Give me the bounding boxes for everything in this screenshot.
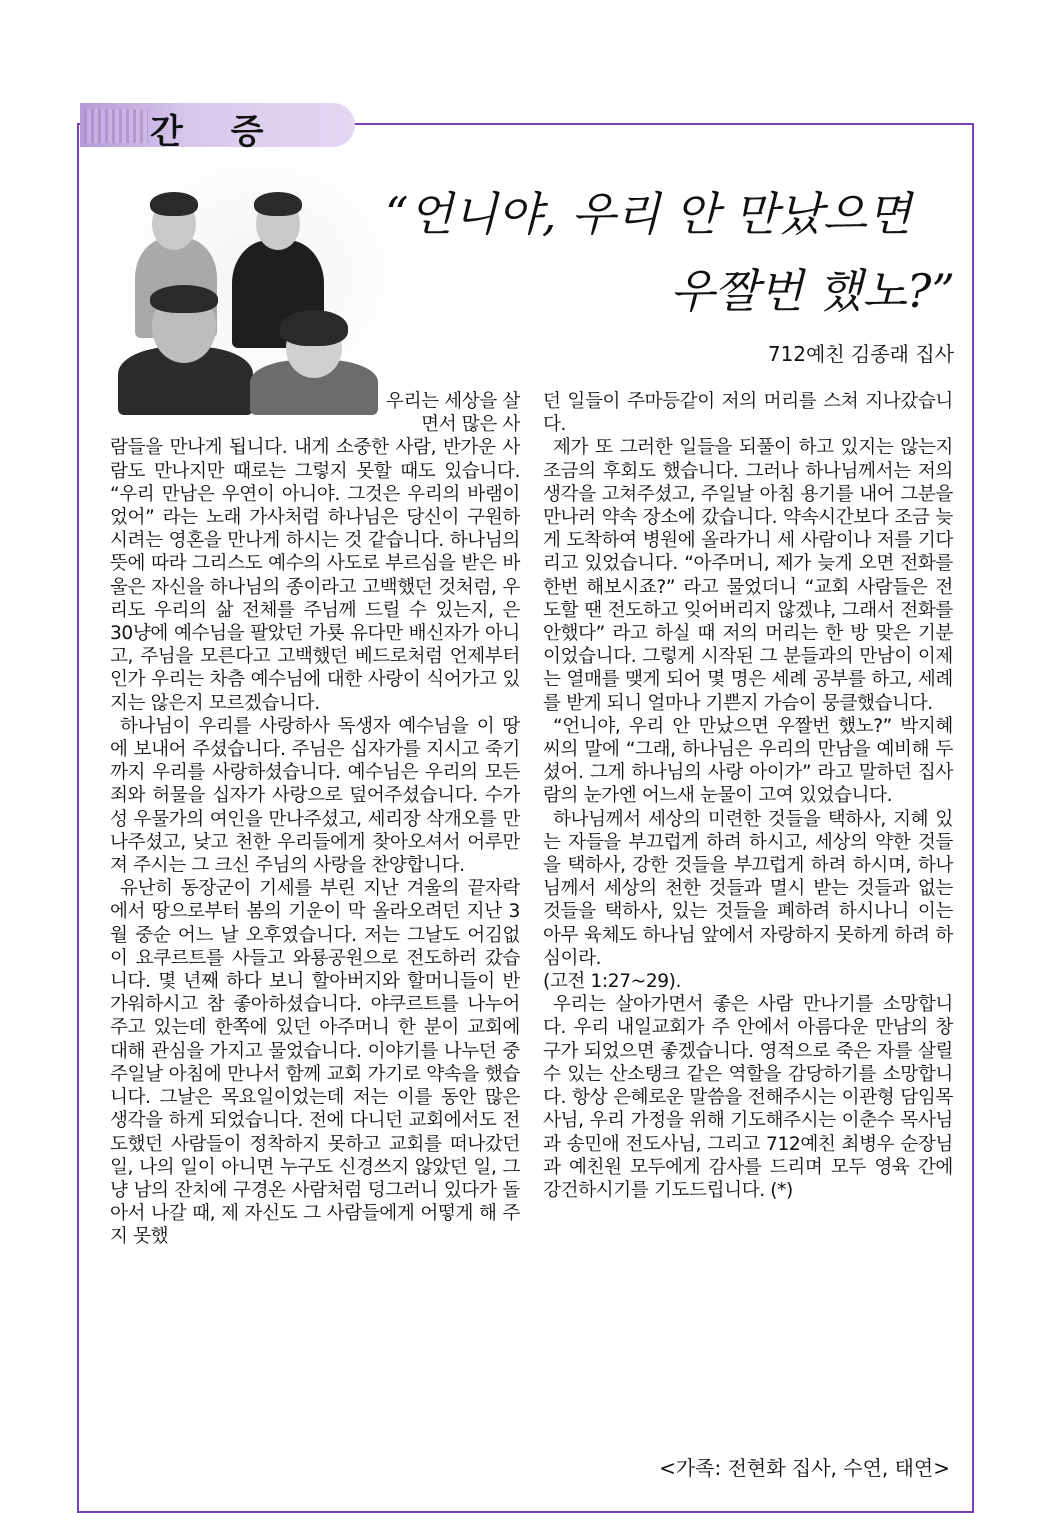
tab-decoration bbox=[84, 109, 148, 143]
paragraph: 람들을 만나게 됩니다. 내게 소중한 사람, 반가운 사람도 만나지만 때로는 그렇지 못할 때도 있습니다. “우리 만남은 우연이 아니야. 그것은 우리의 바램이었어” 라는 노래 가사처럼 하나님은 당신이 구원하시려는 영혼을 만나게 하시는 것 같습니다. 하나님의 뜻에 따라 그리스도 예수의 사도로 부르심을 받은 바울은 자신을 하나님의 종이라고 고백했던 것처럼, 우리도 우리의 삶 전체를 주님께 드릴 수 있는지, 은 30냥에 예수님을 팔았던 가룟 유다만 배신자가 아니고, 주님을 모른다고 고백했던 베드로처럼 언제부터인가 우리는 차츰 예수님에 대한 사랑이 식어가고 있지는 않은지 모르겠습니다. bbox=[110, 437, 520, 714]
scripture-ref: (고전 1:27~29). bbox=[543, 971, 682, 993]
author: 712예친 김종래 집사 bbox=[767, 342, 954, 366]
paragraph: 우리는 살아가면서 좋은 사람 만나기를 소망합니다. 우리 내일교회가 주 안에서 아름다운 만남의 창구가 되었으면 좋겠습니다. 영적으로 죽은 자를 살릴 수 있는 산소탱크 같은 역할을 감당하기를 소망합니다. 항상 은혜로운 말씀을 전해주시는 이관형 담임목사님, 우리 가정을 위해 기도해주시는 이춘수 목사님과 송민애 전도사님, 그리고 712예친 최병우 순장님과 예친원 모두에게 감사를 드리며 모두 영육 간에 강건하시기를 기도드립니다. (*) bbox=[543, 994, 953, 1201]
paragraph: 유난히 동장군이 기세를 부린 지난 겨울의 끝자락에서 땅으로부터 봄의 기운이 막 올라오려던 지난 3월 중순 어느 날 오후였습니다. 저는 그날도 어김없이 요쿠르트를 사들고 와룡공원으로 전도하러 갔습니다. 몇 년째 하다 보니 할아버지와 할머니들이 반가워하시고 참 좋아하셨습니다. 야쿠르트를 나누어 주고 있는데 한쪽에 있던 아주머니 한 분이 교회에 대해 관심을 가지고 물었습니다. 이야기를 나누던 중 주일날 아침에 만나서 함께 교회 가기로 약속을 했습니다. 그날은 목요일이었는데 저는 이를 동안 많은 생각을 하게 되었습니다. 전에 다니던 교회에서도 전도했던 사람들이 정착하지 못하고 교회를 떠나갔던 일, 나의 일이 아니면 누구도 신경쓰지 않았던 일, 그냥 남의 잔치에 구경온 사람처럼 덩그러니 있다가 돌아서 나갈 때, 제 자신도 그 사람들에게 어떻게 해 주지 못했 bbox=[110, 878, 520, 1248]
section-label: 간 증 bbox=[150, 112, 282, 152]
title-line-1: “언니야, 우리 안 만났으면 bbox=[385, 187, 912, 241]
paragraph: 제가 또 그러한 일들을 되풀이 하고 있지는 않는지 조금의 후회도 했습니다. 그러나 하나님께서는 저의 생각을 고쳐주셨고, 주일날 아침 용기를 내어 그분을 만나러 약속 장소에 갔습니다. 약속시간보다 조금 늦게 도착하여 병원에 올라가니 세 사람이나 저를 기다리고 있었습니다. “아주머니, 제가 늦게 오면 전화를 한번 해보시죠?” 라고 물었더니 “교회 사람들은 전도할 땐 전도하고 잊어버리지 않겠냐, 그래서 전화를 안했다” 라고 하실 때 저의 머리는 한 방 맞은 기분이었습니다. 그렇게 시작된 그 분들과의 만남이 이제는 열매를 맺게 되어 몇 명은 세례 공부를 하고, 세례를 받게 되니 얼마나 기쁜지 가슴이 뭉클했습니다. bbox=[543, 437, 953, 714]
column-right bbox=[543, 390, 953, 1202]
paragraph: 던 일들이 주마등같이 저의 머리를 스쳐 지나갔습니다. bbox=[543, 391, 953, 436]
paragraph: “언니야, 우리 안 만났으면 우짤번 했노?” 박지혜 씨의 말에 “그래, 하나님은 우리의 만남을 예비해 두셨어. 그게 하나님의 사랑 아이가” 라고 말하던 집사람의 눈가엔 어느새 눈물이 고여 있었습니다. bbox=[543, 715, 953, 807]
intro-text: 우리는 세상을 살면서 많은 사 bbox=[386, 391, 520, 436]
paragraph: 하나님이 우리를 사랑하사 독생자 예수님을 이 땅에 보내어 주셨습니다. 주님은 십자가를 지시고 죽기까지 우리를 사랑하셨습니다. 예수님은 우리의 모든 죄와 허물을 십자가 사랑으로 덮어주셨습니다. 수가성 우물가의 여인을 만나주셨고, 세리장 삭개오를 만나주셨고, 낮고 천한 우리들에게 찾아오셔서 어루만져 주시는 그 크신 주님의 사랑을 찬양합니다. bbox=[110, 715, 520, 877]
family-photo bbox=[100, 160, 390, 415]
title-line-2: 우짤번 했노?” bbox=[670, 264, 955, 318]
family-note: <가족: 전현화 집사, 수연, 태연> bbox=[659, 1456, 950, 1480]
column-left bbox=[110, 390, 520, 1249]
paragraph: 하나님께서 세상의 미련한 것들을 택하사, 지혜 있는 자들을 부끄럽게 하려 하시고, 세상의 약한 것들을 택하사, 강한 것들을 부끄럽게 하려 하시며, 하나님께서 세상의 천한 것들과 멸시 받는 것들과 없는 것들을 택하사, 있는 것들을 폐하려 하시나니 이는 아무 육체도 하나님 앞에서 자랑하지 못하게 하려 하심이라. bbox=[543, 808, 953, 969]
